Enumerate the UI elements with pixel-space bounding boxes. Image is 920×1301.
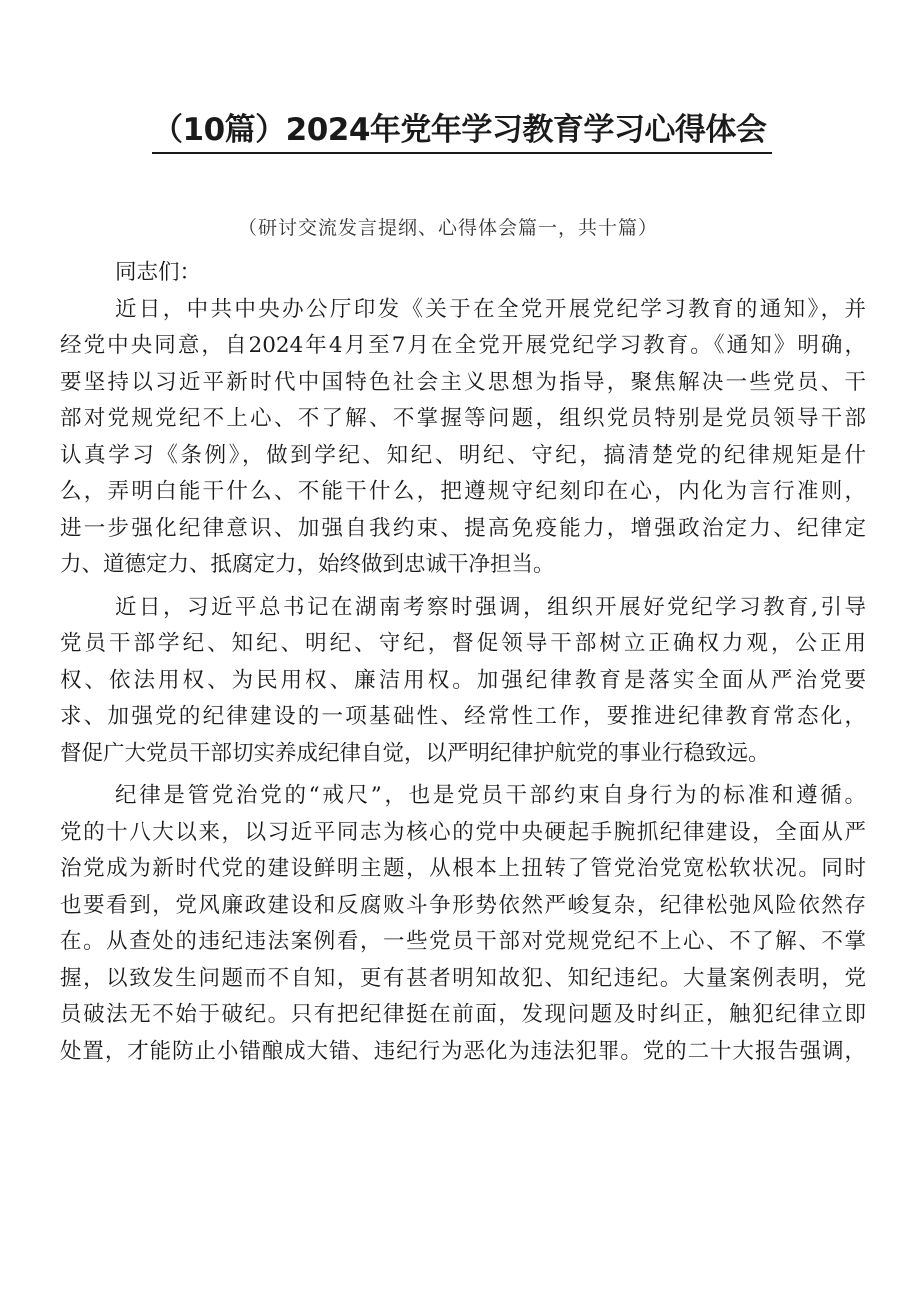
paragraph-line: 纪律是管党治党的“戒尺”，也是党员干部约束自身行为的标准和遵循。 [115, 783, 866, 808]
paragraph-line: 力、道德定力、抵腐定力，始终做到忠诚干净担当。 [60, 552, 555, 577]
paragraph-line: 进一步强化纪律意识、加强自我约束、提高免疫能力，增强政治定力、纪律定 [60, 515, 866, 541]
paragraph-line: 员破法无不始于破纪。只有把纪律挺在前面，发现问题及时纠正，触犯纪律立即 [60, 1002, 866, 1027]
document-title: （10篇）2024年党年学习教育学习心得体会 [152, 108, 772, 154]
document-body [60, 255, 866, 1070]
paragraph-line: 经党中央同意，自2024年4月至7月在全党开展党纪学习教育。《通知》明确， [60, 333, 866, 358]
paragraph-line: 治党成为新时代党的建设鲜明主题，从根本上扭转了管党治党宽松软状况。同时 [60, 856, 866, 881]
paragraph-line: 党员干部学纪、知纪、明纪、守纪，督促领导干部树立正确权力观，公正用 [60, 631, 866, 656]
paragraph-line: 处置，才能防止小错酿成大错、违纪行为恶化为违法犯罪。党的二十大报告强调， [60, 1038, 866, 1064]
paragraph-line: 要坚持以习近平新时代中国特色社会主义思想为指导，聚焦解决一些党员、干 [60, 369, 866, 395]
paragraph-line: 在。从查处的违纪违法案例看，一些党员干部对党规党纪不上心、不了解、不掌 [60, 929, 866, 954]
paragraph-line: 认真学习《条例》，做到学纪、知纪、明纪、守纪，搞清楚党的纪律规矩是什 [60, 442, 866, 468]
paragraph-line: 么，弄明白能干什么、不能干什么，把遵规守纪刻印在心，内化为言行准则， [60, 479, 866, 504]
paragraph-line: 近日，习近平总书记在湖南考察时强调，组织开展好党纪学习教育,引导 [115, 594, 866, 620]
paragraph-2 [60, 590, 866, 773]
paragraph-line: 督促广大党员干部切实养成纪律自觉，以严明纪律护航党的事业行稳致远。 [60, 740, 770, 766]
paragraph-line: 权、依法用权、为民用权、廉洁用权。加强纪律教育是落实全面从严治党要 [60, 667, 866, 693]
paragraph-line: 也要看到，党风廉政建设和反腐败斗争形势依然严峻复杂，纪律松弛风险依然存 [60, 892, 866, 918]
paragraph-3 [60, 778, 866, 1070]
paragraph-line: 部对党规党纪不上心、不了解、不掌握等问题，组织党员特别是党员领导干部 [60, 406, 866, 431]
greeting: 同志们： [115, 260, 202, 285]
paragraph-line: 近日，中共中央办公厅印发《关于在全党开展党纪学习教育的通知》，并 [115, 296, 866, 322]
paragraph-line: 党的十八大以来，以习近平同志为核心的党中央硬起手腕抓纪律建设，全面从严 [60, 819, 866, 845]
paragraph-line: 求、加强党的纪律建设的一项基础性、经常性工作，要推进纪律教育常态化， [60, 704, 866, 729]
paragraph-1 [60, 292, 866, 584]
paragraph-line: 握，以致发生问题而不自知，更有甚者明知故犯、知纪违纪。大量案例表明，党 [60, 965, 866, 991]
document-subtitle: （研讨交流发言提纲、心得体会篇一，共十篇） [238, 217, 659, 239]
